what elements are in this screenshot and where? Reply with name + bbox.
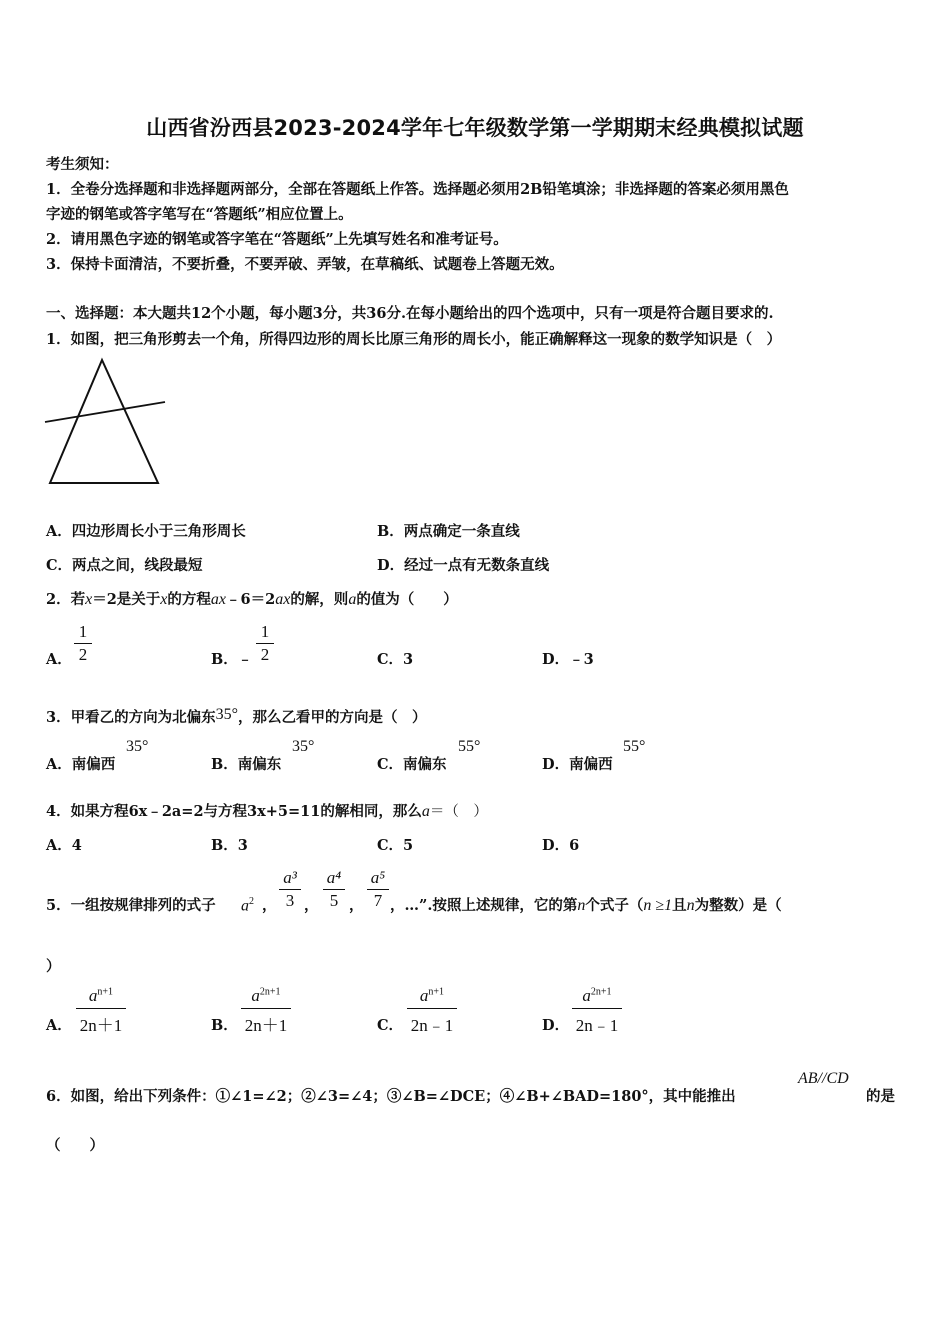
q3-option-b: B．南偏东 — [211, 756, 282, 773]
q1-option-b: B．两点确定一条直线 — [377, 523, 520, 540]
q5-fraction-2 — [323, 868, 345, 911]
q5-comma: ， — [262, 897, 277, 914]
q5-var-n: n — [686, 897, 695, 914]
fraction-denominator: 7 — [373, 891, 383, 910]
exponent: 2n+1 — [259, 986, 281, 998]
q5-condition: n ≥1 — [643, 897, 673, 914]
q2-option-b-fraction — [256, 622, 274, 665]
q2-text: 的方程 — [167, 591, 211, 608]
q4-text: ＝（ ） — [429, 804, 488, 820]
fraction-denominator: 2n＋1 — [244, 1016, 288, 1035]
q5-var-a: a — [241, 897, 249, 915]
q4-stem — [46, 800, 488, 821]
q5-text: 个式子（ — [585, 897, 644, 914]
section-heading: 一、选择题：本大题共12个小题，每小题3分，共36分.在每小题给出的四个选项中，只有一项是符合题目要求的. — [46, 305, 774, 322]
fraction-denominator: 2n﹣1 — [575, 1016, 619, 1035]
q5-comma: ， — [304, 897, 319, 914]
q5-option-b-fraction — [241, 986, 291, 1036]
q1-stem: 1．如图，把三角形剪去一个角，所得四边形的周长比原三角形的周长小，能正确解释这一现象的数学知识是（ ） — [46, 331, 782, 348]
q2-var-ax: ax — [210, 591, 227, 608]
fraction-numerator — [89, 986, 113, 1005]
fraction-numerator: a⁴ — [326, 868, 342, 887]
fraction-denominator: 2 — [78, 645, 88, 664]
q2-option-a-fraction — [74, 622, 92, 665]
q5-exponent: 2 — [249, 896, 254, 907]
q1-triangle-figure — [40, 355, 175, 490]
q2-text: ﹣6＝2 — [226, 591, 276, 608]
q5-option-b: B． — [211, 1017, 238, 1034]
fraction-numerator — [251, 986, 280, 1005]
fraction-numerator — [420, 986, 444, 1005]
exponent: n+1 — [428, 986, 445, 998]
q4-option-d: D．6 — [542, 837, 580, 854]
q2-option-a: A． — [46, 651, 72, 668]
q3-stem — [46, 706, 427, 727]
q5-stem-close: ） — [46, 958, 61, 975]
var-a: a — [88, 986, 98, 1005]
q5-text: 为整数）是（ — [694, 897, 782, 914]
q3-option-c: C．南偏东 — [377, 756, 447, 773]
q4-option-a: A．4 — [46, 837, 82, 854]
q5-option-c-fraction — [407, 986, 457, 1036]
q5-text: ，…”.按照上述规律，它的第 — [390, 897, 578, 914]
q3-option-d-angle: 55° — [623, 738, 646, 755]
q5-comma: ， — [349, 897, 364, 914]
q3-angle: 35° — [215, 706, 238, 723]
q2-option-d: D．﹣3 — [542, 651, 594, 668]
q3-text: 3．甲看乙的方向为北偏东 — [46, 709, 216, 726]
fraction-numerator: 1 — [260, 622, 270, 641]
q3-option-c-angle: 55° — [458, 738, 481, 755]
q2-stem — [46, 588, 458, 609]
q3-option-b-angle: 35° — [292, 738, 315, 755]
q5-option-d: D． — [542, 1017, 570, 1034]
q5-option-a: A． — [46, 1017, 72, 1034]
q2-text: 的值为（ ） — [356, 591, 458, 608]
q3-option-d: D．南偏西 — [542, 756, 613, 773]
q5-option-a-fraction — [76, 986, 126, 1036]
q6-stem: 6．如图，给出下列条件：①∠1=∠2；②∠3=∠4；③∠B=∠DCE；④∠B+∠BAD=180°，其中能推出 — [46, 1088, 736, 1105]
exponent: n+1 — [97, 986, 114, 998]
triangle-shape — [50, 360, 158, 483]
var-a: a — [582, 986, 591, 1005]
q4-option-c: C．5 — [377, 837, 414, 854]
q3-option-a-angle: 35° — [126, 738, 149, 755]
notice-line-1: 1．全卷分选择题和非选择题两部分，全部在答题纸上作答。选择题必须用2B铅笔填涂；非选择题的答案必须用黑色 — [46, 181, 789, 198]
var-a: a — [419, 986, 429, 1005]
notice-line-2: 2．请用黑色字迹的钢笔或答字笔在“答题纸”上先填写姓名和准考证号。 — [46, 231, 508, 248]
notice-line-1b: 字迹的钢笔或答字笔写在“答题纸”相应位置上。 — [46, 206, 353, 223]
q2-var-x: x — [160, 591, 168, 608]
q5-term-a — [241, 896, 254, 915]
q2-var-a: a — [348, 591, 357, 608]
q2-option-c: C．3 — [377, 651, 414, 668]
fraction-numerator: 1 — [78, 622, 88, 641]
q4-text: 4．如果方程6x﹣2a=2与方程3x+5=11的解相同，那么 — [46, 803, 422, 820]
fraction-denominator: 2 — [260, 645, 270, 664]
q2-var-ax: ax — [275, 591, 291, 608]
q6-answer-paren: （ ） — [46, 1137, 104, 1154]
q1-option-d: D．经过一点有无数条直线 — [377, 557, 550, 574]
exponent: 2n+1 — [590, 986, 612, 998]
q2-text: ＝2是关于 — [92, 591, 161, 608]
q2-option-b: B．﹣ — [211, 651, 253, 668]
q6-stem-end: 的是 — [866, 1088, 895, 1105]
fraction-numerator: a⁵ — [370, 868, 386, 887]
fraction-denominator: 2n﹣1 — [410, 1016, 454, 1035]
q5-fraction-1 — [279, 868, 301, 911]
q5-stem-part1: 5．一组按规律排列的式子 — [46, 897, 216, 914]
fraction-denominator: 2n＋1 — [79, 1016, 123, 1035]
q4-var-a: a — [421, 803, 430, 820]
fraction-denominator: 3 — [285, 891, 295, 910]
q5-text: 且 — [672, 897, 687, 914]
cut-line — [45, 402, 165, 422]
q2-text: 2．若 — [46, 591, 86, 608]
q5-var-n: n — [577, 897, 586, 914]
q5-option-d-fraction — [572, 986, 622, 1036]
page-title: 山西省汾西县2023-2024学年七年级数学第一学期期末经典模拟试题 — [146, 116, 804, 140]
q2-text: 的解，则 — [290, 591, 349, 608]
var-a: a — [251, 986, 260, 1005]
q3-option-a: A．南偏西 — [46, 756, 116, 773]
q3-text: ，那么乙看甲的方向是（ ） — [238, 709, 427, 726]
fraction-numerator — [582, 986, 611, 1005]
q1-option-a: A．四边形周长小于三角形周长 — [46, 523, 246, 540]
q2-var-x: x — [85, 591, 93, 608]
fraction-numerator: a³ — [283, 868, 297, 887]
q6-parallel-notation: AB//CD — [798, 1070, 849, 1087]
notice-heading: 考生须知： — [46, 156, 119, 173]
q1-option-c: C．两点之间，线段最短 — [46, 557, 203, 574]
q5-option-c: C． — [377, 1017, 404, 1034]
q5-fraction-3 — [367, 868, 389, 911]
q4-option-b: B．3 — [211, 837, 248, 854]
fraction-denominator: 5 — [329, 891, 339, 910]
q5-stem-part2 — [390, 894, 782, 915]
notice-line-3: 3．保持卡面清洁，不要折叠，不要弄破、弄皱，在草稿纸、试题卷上答题无效。 — [46, 256, 564, 273]
